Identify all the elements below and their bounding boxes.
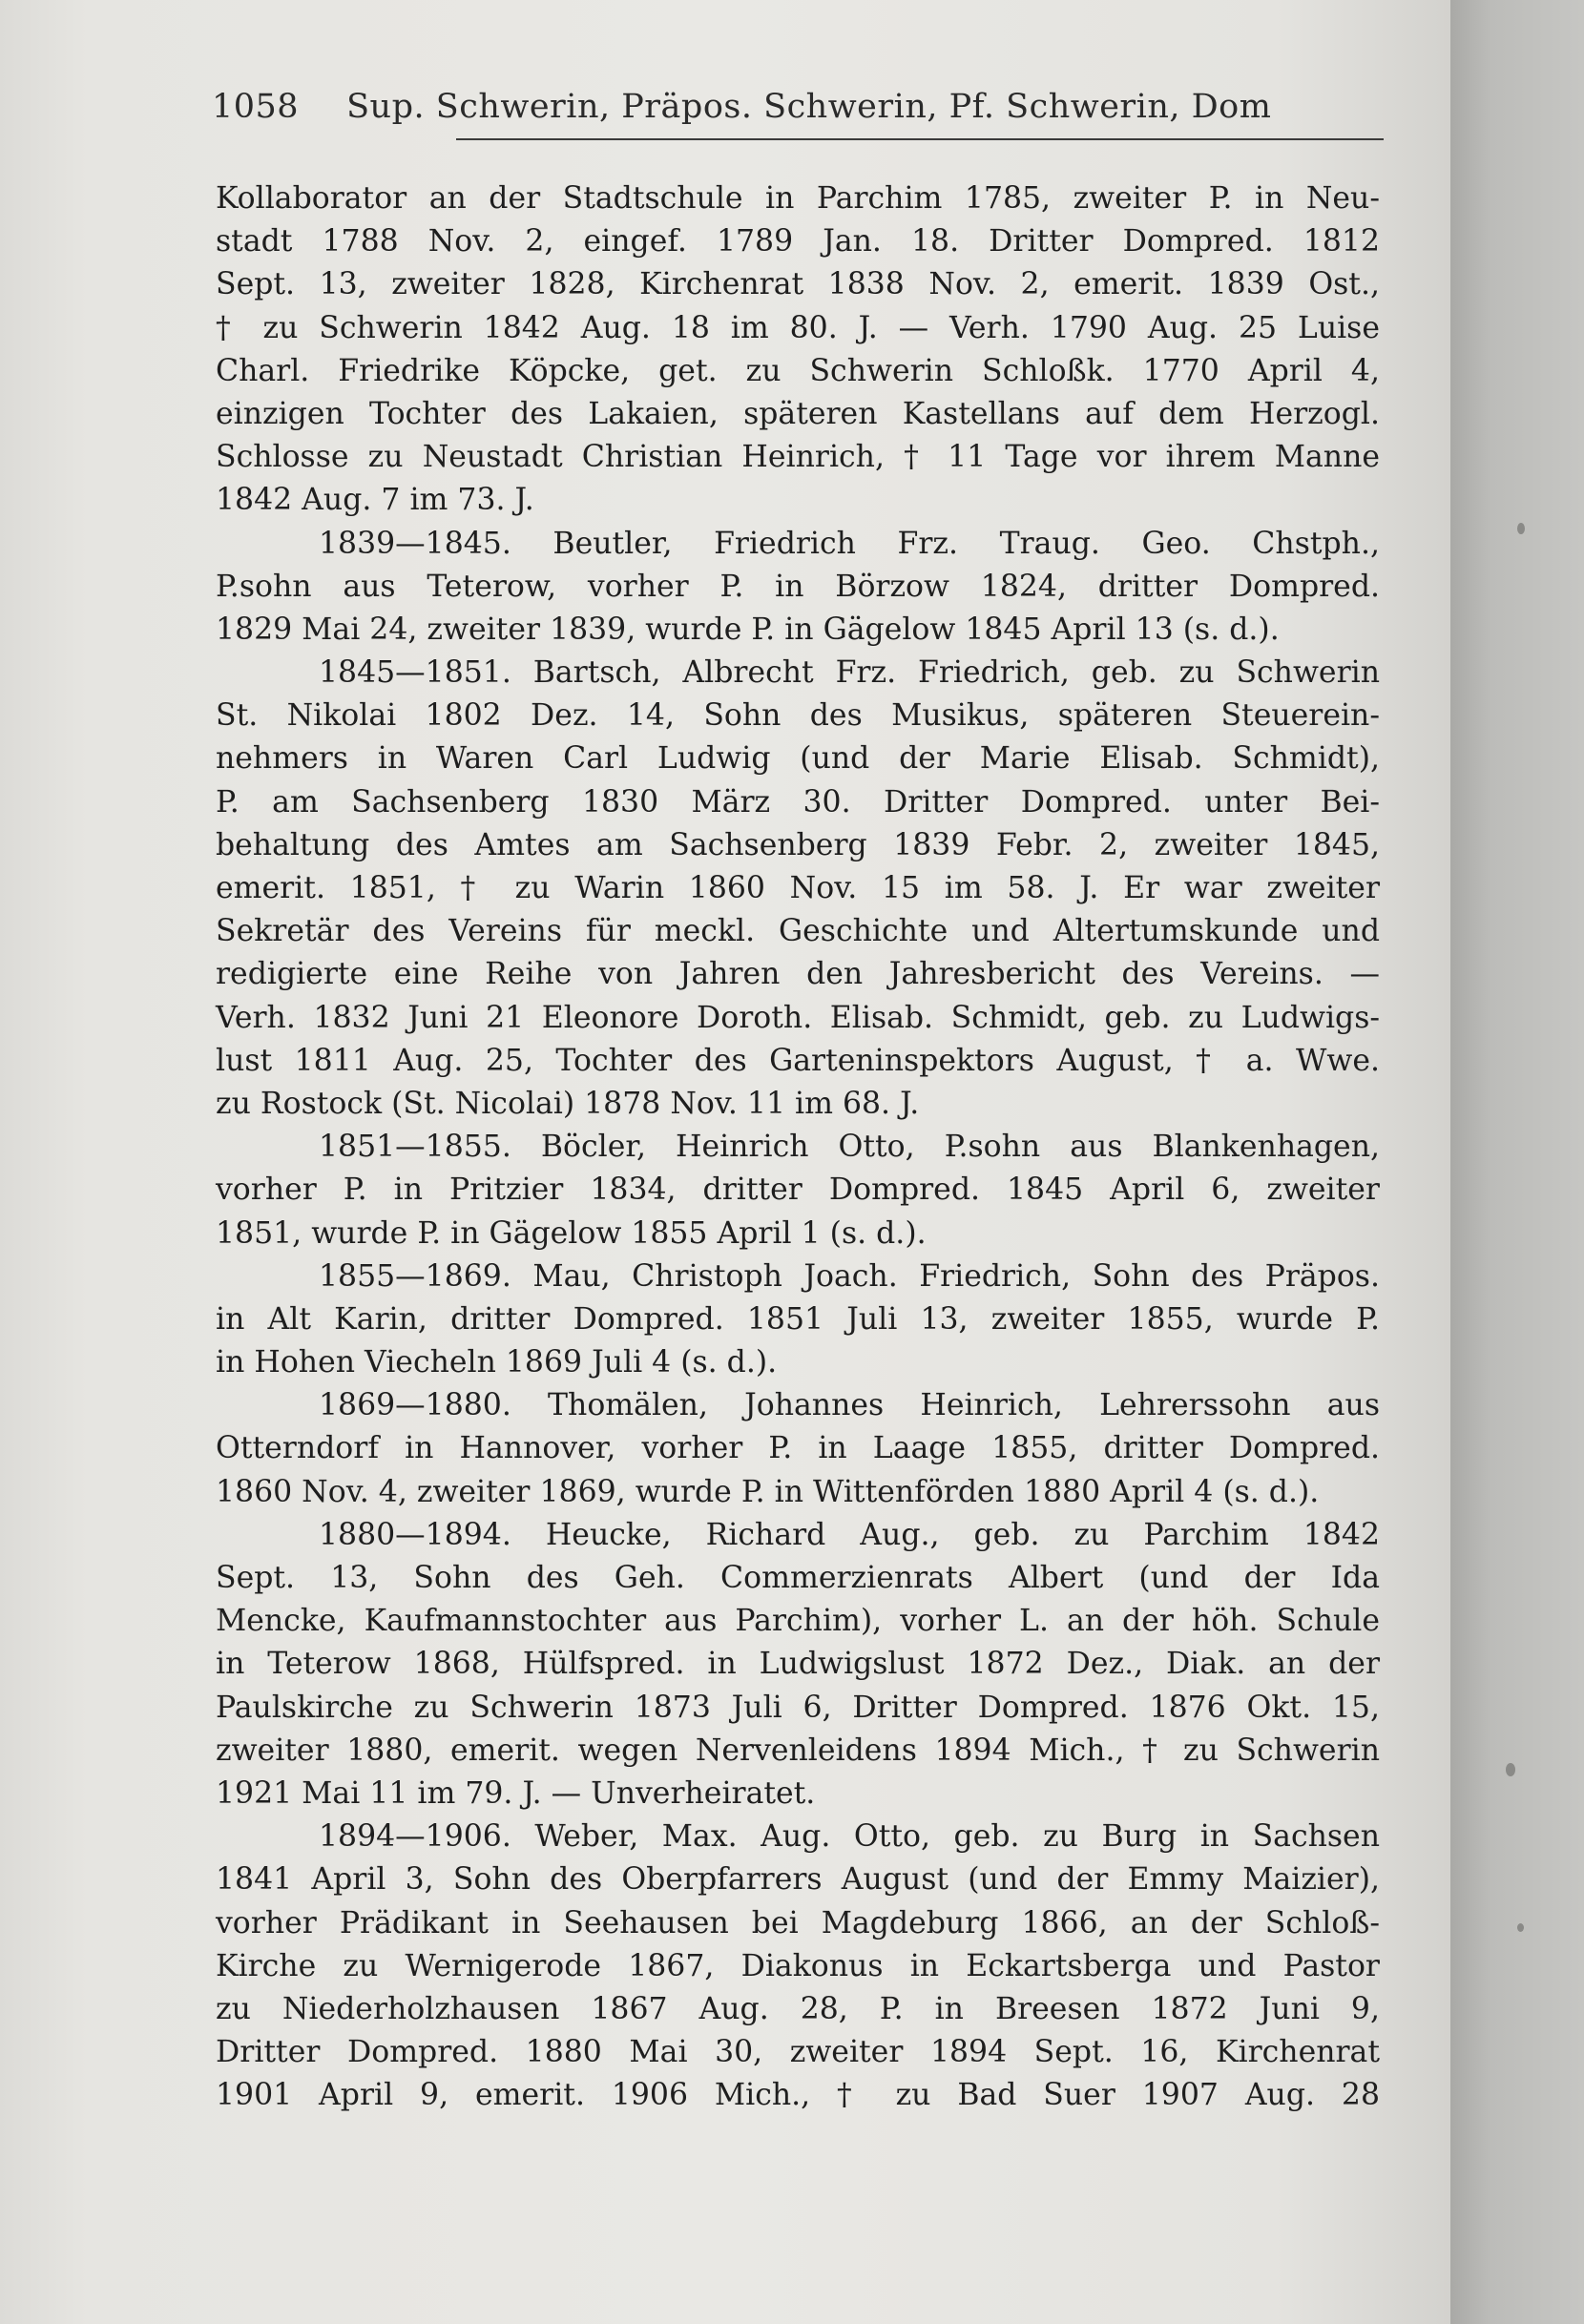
text-line: Paulskirche zu Schwerin 1873 Juli 6, Dritter Dompred. 1876 Okt. 15,	[216, 1690, 1380, 1725]
text-line: 1921 Mai 11 im 79. J. — Unverheiratet.	[216, 1775, 816, 1811]
header-rule	[456, 138, 1384, 140]
text-line: Kirche zu Wernigerode 1867, Diakonus in Eckartsberga und Pastor	[216, 1948, 1380, 1983]
text-line: einzigen Tochter des Lakaien, späteren Kastellans auf dem Herzogl.	[216, 396, 1380, 431]
entry-heading-line: 1839—1845. Beutler, Friedrich Frz. Traug. Geo. Chstph.,	[319, 526, 1380, 561]
text-line: emerit. 1851, † zu Warin 1860 Nov. 15 im 58. J. Er war zweiter	[216, 871, 1380, 905]
text-line: 1841 April 3, Sohn des Oberpfarrers August (und der Emmy Maizier),	[216, 1862, 1380, 1898]
entry-heading-line: 1845—1851. Bartsch, Albrecht Frz. Friedrich, geb. zu Schwerin	[319, 655, 1380, 691]
text-line: Sept. 13, Sohn des Geh. Commerzienrats Albert (und der Ida	[216, 1561, 1380, 1595]
entry-heading-line: 1869—1880. Thomälen, Johannes Heinrich, Lehrerssohn aus	[319, 1388, 1380, 1423]
text-line: Schlosse zu Neustadt Christian Heinrich, † 11 Tage vor ihrem Manne	[216, 440, 1380, 475]
text-line: 1860 Nov. 4, zweiter 1869, wurde P. in Wittenförden 1880 April 4 (s. d.).	[216, 1474, 1320, 1509]
text-line: Sept. 13, zweiter 1828, Kirchenrat 1838 Nov. 2, emerit. 1839 Ost.,	[216, 267, 1380, 302]
text-line: nehmers in Waren Carl Ludwig (und der Marie Elisab. Schmidt),	[216, 741, 1380, 777]
text-line: stadt 1788 Nov. 2, eingef. 1789 Jan. 18. Dritter Dompred. 1812	[216, 224, 1380, 259]
entry-heading-line: 1894—1906. Weber, Max. Aug. Otto, geb. zu Burg in Sachsen	[319, 1819, 1380, 1855]
text-line: P.sohn aus Teterow, vorher P. in Börzow 1824, dritter Dompred.	[216, 569, 1380, 604]
text-line: Kollaborator an der Stadtschule in Parchim 1785, zweiter P. in Neu-	[216, 181, 1380, 216]
text-line: in Alt Karin, dritter Dompred. 1851 Juli 13, zweiter 1855, wurde P.	[216, 1301, 1380, 1337]
paper-speck	[1517, 1923, 1524, 1932]
entry-heading-line: 1880—1894. Heucke, Richard Aug., geb. zu Parchim 1842	[319, 1517, 1380, 1552]
text-line: 1901 April 9, emerit. 1906 Mich., † zu Bad Suer 1907 Aug. 28	[216, 2078, 1380, 2113]
text-line: 1842 Aug. 7 im 73. J.	[216, 483, 534, 518]
text-line: lust 1811 Aug. 25, Tochter des Garteninspektors August, † a. Wwe.	[216, 1043, 1380, 1078]
text-line: Mencke, Kaufmannstochter aus Parchim), vorher L. an der höh. Schule	[216, 1604, 1380, 1639]
page-number: 1058	[212, 88, 300, 126]
page-header	[212, 88, 1384, 134]
text-line: zu Niederholzhausen 1867 Aug. 28, P. in Breesen 1872 Juni 9,	[216, 1991, 1380, 2026]
paper-speck	[1506, 1763, 1515, 1776]
text-line: 1851, wurde P. in Gägelow 1855 April 1 (s. d.).	[216, 1215, 927, 1251]
text-line: in Hohen Viecheln 1869 Juli 4 (s. d.).	[216, 1345, 778, 1380]
text-line: † zu Schwerin 1842 Aug. 18 im 80. J. — Verh. 1790 Aug. 25 Luise	[216, 310, 1380, 345]
text-line: Sekretär des Vereins für meckl. Geschichte und Altertumskunde und	[216, 914, 1380, 949]
paper-speck	[1517, 523, 1525, 534]
text-line: vorher Prädikant in Seehausen bei Magdeburg 1866, an der Schloß-	[216, 1905, 1380, 1940]
entry-heading-line: 1851—1855. Böcler, Heinrich Otto, P.sohn aus Blankenhagen,	[319, 1130, 1380, 1165]
text-line: Verh. 1832 Juni 21 Eleonore Doroth. Elisab. Schmidt, geb. zu Ludwigs-	[216, 1000, 1380, 1035]
text-line: P. am Sachsenberg 1830 März 30. Dritter Dompred. unter Bei-	[216, 784, 1380, 820]
text-line: zweiter 1880, emerit. wegen Nervenleidens 1894 Mich., † zu Schwerin	[216, 1733, 1380, 1768]
text-line: St. Nikolai 1802 Dez. 14, Sohn des Musikus, späteren Steuerein-	[216, 698, 1380, 734]
text-line: zu Rostock (St. Nicolai) 1878 Nov. 11 im 68. J.	[216, 1086, 920, 1121]
text-line: vorher P. in Pritzier 1834, dritter Dompred. 1845 April 6, zweiter	[216, 1172, 1380, 1208]
page-edge-shadow	[1450, 0, 1584, 2324]
text-line: Otterndorf in Hannover, vorher P. in Laage 1855, dritter Dompred.	[216, 1431, 1380, 1466]
running-title: Sup. Schwerin, Präpos. Schwerin, Pf. Schwerin, Dom	[346, 88, 1272, 126]
text-line: 1829 Mai 24, zweiter 1839, wurde P. in Gägelow 1845 April 13 (s. d.).	[216, 612, 1280, 647]
text-line: redigierte eine Reihe von Jahren den Jahresbericht des Vereins. —	[216, 957, 1380, 992]
text-line: Charl. Friedrike Köpcke, get. zu Schwerin Schloßk. 1770 April 4,	[216, 353, 1380, 388]
text-line: Dritter Dompred. 1880 Mai 30, zweiter 1894 Sept. 16, Kirchenrat	[216, 2035, 1380, 2070]
entry-text	[216, 177, 1380, 2117]
text-line: behaltung des Amtes am Sachsenberg 1839 Febr. 2, zweiter 1845,	[216, 827, 1380, 862]
text-line: in Teterow 1868, Hülfspred. in Ludwigslust 1872 Dez., Diak. an der	[216, 1647, 1380, 1682]
entry-heading-line: 1855—1869. Mau, Christoph Joach. Friedrich, Sohn des Präpos.	[319, 1258, 1380, 1294]
